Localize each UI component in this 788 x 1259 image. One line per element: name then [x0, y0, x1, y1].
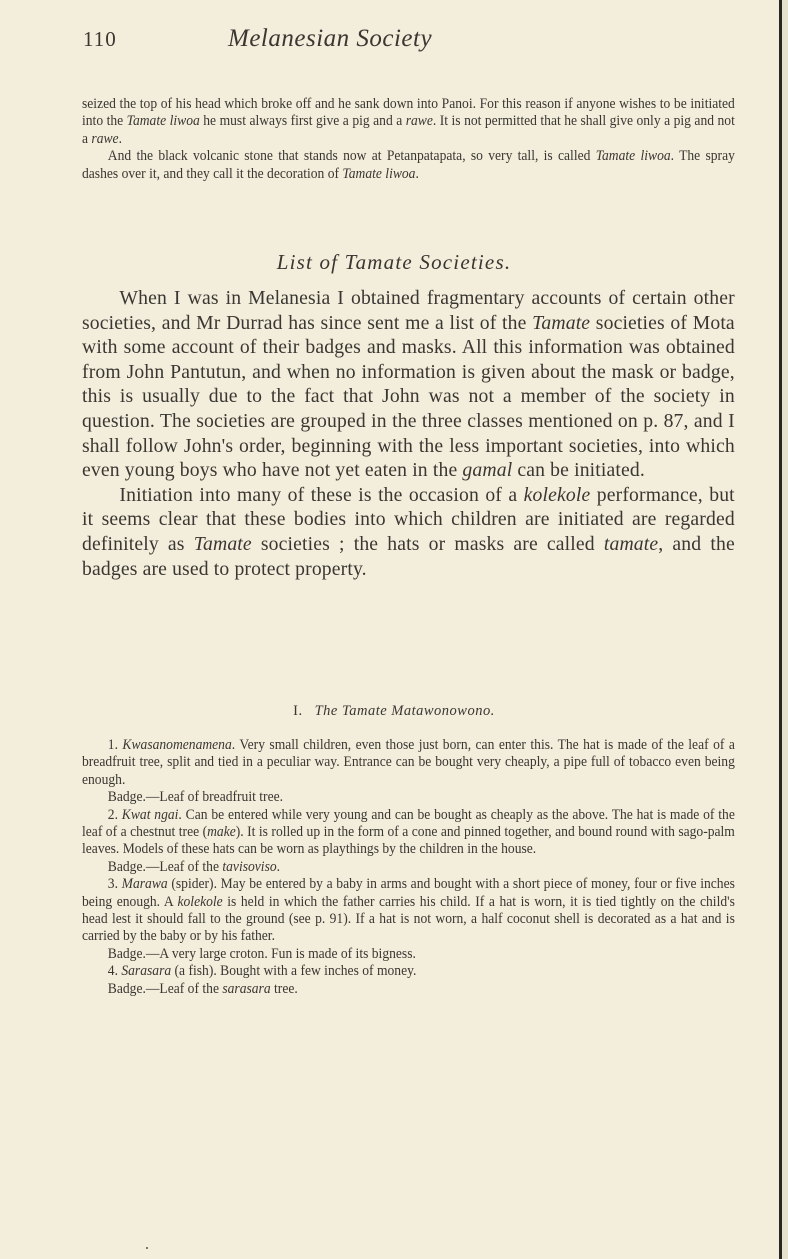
italic-term: rawe	[91, 130, 119, 147]
paragraph	[82, 981, 735, 998]
text-run: . Can be entered while very young and can be bought as cheaply as the above. The hat is made of the leaf of a chestnut tree (	[82, 806, 735, 841]
text-run: Badge.—Leaf of the	[107, 980, 223, 997]
intro-text	[82, 286, 735, 581]
italic-term: Marawa	[121, 876, 168, 893]
text-run: . The spray dashes over it, and they call it the decoration of	[82, 148, 735, 182]
text-run: ). It is rolled up in the form of a cone and pinned together, and bound round with sago-palm leaves. Models of these hats can be worn as playthings by the children in the house.	[82, 824, 735, 858]
page-number: 110	[83, 27, 117, 51]
text-run: 2.	[107, 806, 122, 823]
text-run: can be initiated.	[512, 459, 645, 482]
paragraph	[82, 737, 735, 789]
text-run: 1.	[107, 737, 123, 753]
italic-term: Kwat ngai	[121, 806, 179, 823]
paragraph	[82, 859, 735, 876]
text-run: , and the badges are used to protect property.	[82, 532, 735, 580]
text-run: is held in which the father carries his child. If a hat is worn, it is tied tightly on the child's head lest it should fall to the ground (see p. 91). If a hat is not worn, a half coconut shell is decorated as a hat and is carried by the baby or by his father.	[82, 893, 735, 945]
italic-term: Tamate liwoa	[595, 148, 671, 165]
binding-edge	[779, 0, 782, 1259]
text-run: tree.	[270, 980, 298, 997]
italic-term: Tamate	[193, 532, 252, 555]
text-run: .	[276, 858, 281, 875]
text-run: . Very small children, even those just born, can enter this. The hat is made of the leaf of a breadfruit tree, split and tied in a peculiar way. Entrance can be bought very cheaply, a pipe full of tobacco even being enough.	[82, 737, 735, 788]
italic-term: tavisoviso	[222, 858, 277, 875]
italic-term: sarasara	[222, 980, 271, 997]
paragraph	[82, 96, 735, 148]
text-run: Badge.—Leaf of breadfruit tree.	[107, 789, 284, 806]
text-run: And the black volcanic stone that stands now at Petanpatapata, so very tall, is called	[107, 148, 596, 165]
italic-term: Sarasara	[121, 963, 172, 980]
italic-term: kolekole	[177, 893, 223, 910]
text-run: Badge.—A very large croton. Fun is made of its bigness.	[107, 945, 416, 962]
running-title: Melanesian Society	[228, 25, 433, 52]
paragraph	[82, 963, 735, 980]
paragraph	[82, 789, 735, 806]
subsection-numeral: I.	[293, 703, 303, 719]
text-run: societies of Mota with some account of their badges and masks. All this information was obtained from John Pantutun, and when no information is given about the mask or badge, this is usually due to the fact that John was not a member of the society in question. The societies are grouped in the three classes mentioned on p. 87, and I shall follow John's order, beginning with the less important societies, into which even young boys who have not yet eaten in the	[82, 311, 735, 482]
text-run: he must always first give a pig and a	[199, 113, 406, 130]
text-run: 3.	[107, 876, 122, 893]
top-text	[82, 96, 735, 183]
subsection-title: The Tamate Matawonowono.	[314, 703, 495, 719]
paragraph	[82, 286, 735, 483]
scan-speck	[146, 1247, 148, 1249]
italic-term: gamal	[462, 459, 513, 482]
items-text	[82, 737, 735, 998]
italic-term: kolekole	[523, 483, 591, 506]
text-run: (spider). May be entered by a baby in arms and bought with a short piece of money, four or five inches being enough. A	[82, 876, 735, 910]
text-run: societies ; the hats or masks are called	[251, 532, 604, 555]
paragraph	[82, 807, 735, 859]
italic-term: rawe	[405, 113, 433, 130]
text-run: When I was in Melanesia I obtained fragmentary accounts of certain other societies, and Mr Durrad has since sent me a list of the	[82, 287, 735, 334]
paragraph	[82, 876, 735, 946]
text-run: (a fish). Bought with a few inches of money.	[171, 963, 417, 980]
italic-term: Tamate liwoa	[126, 113, 200, 130]
text-run: . It is not permitted that he shall give only a pig and not a	[82, 113, 735, 147]
subsection-heading	[0, 703, 788, 720]
italic-term: Kwasanomenamena	[122, 737, 232, 753]
paragraph	[82, 946, 735, 963]
italic-term: make	[207, 824, 236, 841]
text-run: performance, but it seems clear that these bodies into which children are initiated are regarded definitely as	[82, 483, 735, 555]
italic-term: Tamate liwoa	[342, 165, 416, 182]
text-run: Badge.—Leaf of the	[107, 858, 223, 875]
text-run: Initiation into many of these is the occasion of a	[119, 483, 524, 506]
paragraph	[82, 148, 735, 183]
page-edge	[782, 0, 788, 1259]
section-heading: List of Tamate Societies.	[276, 250, 512, 274]
text-run: .	[415, 165, 419, 182]
text-run: .	[118, 130, 122, 147]
text-run: 4.	[107, 963, 122, 980]
text-run: seized the top of his head which broke off and he sank down into Panoi. For this reason if anyone wishes to be initiated into the	[82, 96, 735, 130]
italic-term: tamate	[603, 532, 659, 555]
paragraph	[82, 483, 735, 581]
italic-term: Tamate	[532, 311, 591, 334]
